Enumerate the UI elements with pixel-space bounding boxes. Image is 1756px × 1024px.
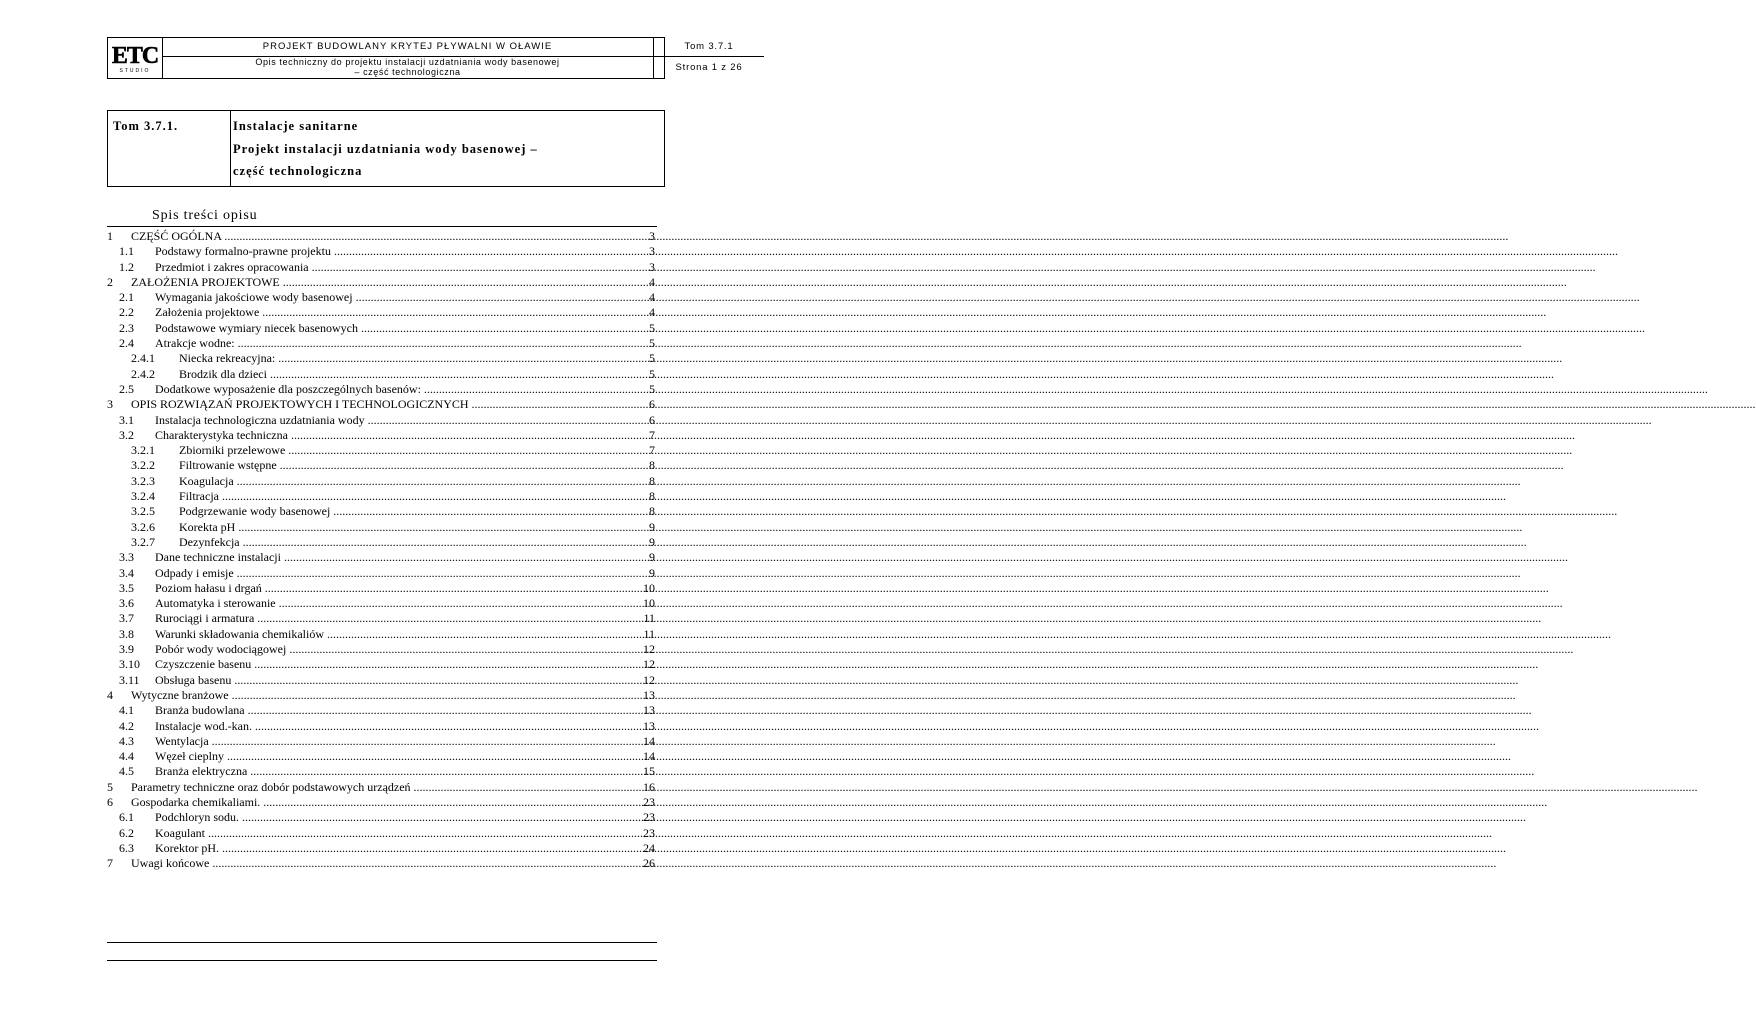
project-title: PROJEKT BUDOWLANY KRYTEJ PŁYWALNI W OŁAWIE xyxy=(162,38,653,57)
toc-entry-label: Warunki składowania chemikaliów ..... xyxy=(155,627,643,641)
toc-entry-label: Założenia projektowe ..... xyxy=(155,305,643,319)
volume-label-cell xyxy=(108,111,231,186)
toc-entry[interactable] xyxy=(107,382,657,397)
toc-entry-number: 2.2 xyxy=(119,305,134,320)
toc-entry-number: 7 xyxy=(107,856,113,871)
toc-entry-page: 12 xyxy=(643,642,655,657)
toc-entry-number: 3.2.4 xyxy=(131,489,155,504)
toc-entry-page: 3 xyxy=(649,244,655,259)
toc-entry[interactable] xyxy=(107,520,657,535)
toc-entry-number: 3.2.7 xyxy=(131,534,155,549)
document-header xyxy=(107,37,743,79)
toc-entry[interactable] xyxy=(107,535,657,550)
toc-entry-page: 9 xyxy=(649,534,655,549)
page-number: Strona 1 z 26 xyxy=(675,62,743,73)
toc-entry[interactable] xyxy=(107,321,657,336)
toc-entry-number: 3.9 xyxy=(119,642,134,657)
toc-entry-page: 8 xyxy=(649,458,655,473)
toc-entry[interactable] xyxy=(107,703,657,718)
toc-entry-number: 3.6 xyxy=(119,596,134,611)
toc-entry-label: Rurociągi i armatura ..... xyxy=(155,611,643,625)
toc-entry-page: 12 xyxy=(643,657,655,672)
toc-entry-label: Obsługa basenu ..... xyxy=(155,673,643,687)
toc-entry-page: 4 xyxy=(649,305,655,320)
toc-entry[interactable] xyxy=(107,428,657,443)
toc-entry-page: 13 xyxy=(643,718,655,733)
toc-entry-label: Wentylacja ..... xyxy=(155,734,643,748)
toc-entry-label: Koagulant ..... xyxy=(155,826,643,840)
toc-entry[interactable] xyxy=(107,367,657,382)
toc-entry-page: 3 xyxy=(649,229,655,243)
toc-entry-page: 6 xyxy=(649,412,655,427)
toc-entry-number: 2.4.2 xyxy=(131,366,155,381)
toc-entry-label: Automatyka i sterowanie ..... xyxy=(155,596,643,610)
toc-entry-page: 23 xyxy=(643,794,655,809)
toc-entry-number: 4.5 xyxy=(119,764,134,779)
toc-entry-number: 2.1 xyxy=(119,290,134,305)
toc-entry-number: 4 xyxy=(107,687,113,702)
toc-entry[interactable] xyxy=(107,627,657,642)
toc-entry[interactable] xyxy=(107,642,657,657)
toc-entry-number: 3.11 xyxy=(119,672,140,687)
toc-entry-label: Podstawy formalno-prawne projektu ..... xyxy=(155,244,643,258)
toc-entry-page: 8 xyxy=(649,489,655,504)
toc-entry[interactable] xyxy=(107,458,657,473)
toc-entry-page: 13 xyxy=(643,687,655,702)
toc-entry-label: Podgrzewanie wody basenowej ..... xyxy=(179,504,643,518)
toc-entry[interactable] xyxy=(107,275,657,290)
toc-entry-number: 4.1 xyxy=(119,703,134,718)
document-description-line2: – część technologiczna xyxy=(354,67,461,77)
toc-entry-number: 2.3 xyxy=(119,320,134,335)
toc-entry[interactable] xyxy=(107,657,657,672)
header-meta-cell xyxy=(654,38,764,78)
toc-entry-label: Uwagi końcowe ..... xyxy=(131,856,643,870)
toc-entry-label: Przedmiot i zakres opracowania ..... xyxy=(155,260,643,274)
toc-entry[interactable] xyxy=(107,229,657,244)
logo-subtitle: STUDIO xyxy=(119,68,151,74)
toc-entry[interactable] xyxy=(107,780,657,795)
toc-entry[interactable] xyxy=(107,795,657,810)
toc-entry-number: 6.3 xyxy=(119,840,134,855)
toc-entry-page: 6 xyxy=(649,397,655,412)
toc-entry-number: 3.2 xyxy=(119,427,134,442)
toc-entry-page: 26 xyxy=(643,856,655,871)
toc-entry-number: 3.2.2 xyxy=(131,458,155,473)
toc-entry-page: 14 xyxy=(643,749,655,764)
toc-entry-page: 5 xyxy=(649,381,655,396)
toc-entry-page: 11 xyxy=(643,611,655,626)
toc-entry-page: 10 xyxy=(643,580,655,595)
toc-entry-page: 16 xyxy=(643,779,655,794)
toc-entry[interactable] xyxy=(107,764,657,779)
toc-entry-page: 10 xyxy=(643,596,655,611)
toc-entry-label: Dodatkowe wyposażenie dla poszczególnych basenów: ..... xyxy=(155,382,643,396)
toc-entry-number: 3.2.3 xyxy=(131,473,155,488)
toc-entry-label: Gospodarka chemikaliami. ..... xyxy=(131,795,643,809)
toc-entry-page: 7 xyxy=(649,427,655,442)
toc-entry-page: 23 xyxy=(643,810,655,825)
toc-entry-label: Parametry techniczne oraz dobór podstawowych urządzeń ..... xyxy=(131,780,643,794)
toc-entry[interactable] xyxy=(107,596,657,611)
toc-entry[interactable] xyxy=(107,688,657,703)
toc-entry-page: 9 xyxy=(649,519,655,534)
toc-entry-label: Czyszczenie basenu ..... xyxy=(155,657,643,671)
toc-entry-number: 2.5 xyxy=(119,381,134,396)
toc-divider xyxy=(107,226,657,227)
toc-entry[interactable] xyxy=(107,673,657,688)
document-description xyxy=(162,57,653,78)
toc-entry-label: Charakterystyka techniczna ..... xyxy=(155,428,643,442)
toc-entry-page: 5 xyxy=(649,336,655,351)
volume-title-box xyxy=(107,110,665,187)
toc-entry-page: 4 xyxy=(649,274,655,289)
toc-entry[interactable] xyxy=(107,550,657,565)
toc-entry[interactable] xyxy=(107,581,657,596)
toc-entry[interactable] xyxy=(107,413,657,428)
toc-entry-page: 5 xyxy=(649,351,655,366)
volume-title-line2: Projekt instalacji uzdatniania wody basenowej – xyxy=(233,142,538,156)
toc-entry-number: 2.4.1 xyxy=(131,351,155,366)
svg-text:ETC: ETC xyxy=(111,43,159,69)
volume-title-line1: Instalacje sanitarne xyxy=(233,119,359,133)
toc-entry[interactable] xyxy=(107,336,657,351)
company-logo xyxy=(108,38,163,78)
toc-entry-label: Filtrowanie wstępne ..... xyxy=(179,458,643,472)
toc-heading: Spis treści opisu xyxy=(152,208,258,223)
toc-entry-number: 3.3 xyxy=(119,550,134,565)
toc-entry-label: Odpady i emisje ..... xyxy=(155,566,643,580)
toc-entry-page: 12 xyxy=(643,672,655,687)
toc-entry-label: Niecka rekreacyjna: ..... xyxy=(179,351,643,365)
document-description-line1: Opis techniczny do projektu instalacji uzdatniania wody basenowej xyxy=(255,57,560,67)
toc-entry-label: Atrakcje wodne: ..... xyxy=(155,336,643,350)
toc-entry-label: Brodzik dla dzieci ..... xyxy=(179,367,643,381)
toc-entry-number: 3.2.5 xyxy=(131,504,155,519)
toc-entry-label: Koagulacja ..... xyxy=(179,474,643,488)
toc-entry-number: 4.3 xyxy=(119,733,134,748)
toc-entry-page: 3 xyxy=(649,259,655,274)
etc-logo-icon xyxy=(111,41,159,69)
toc-entry-number: 3.2.1 xyxy=(131,443,155,458)
toc-entry-number: 6 xyxy=(107,794,113,809)
toc-entry[interactable] xyxy=(107,841,657,856)
toc-entry[interactable] xyxy=(107,397,657,412)
toc-entry-number: 3.8 xyxy=(119,626,134,641)
toc-entry-label: Dezynfekcja ..... xyxy=(179,535,643,549)
toc-entry-page: 23 xyxy=(643,825,655,840)
toc-entry-page: 11 xyxy=(643,626,655,641)
toc-entry-page: 9 xyxy=(649,550,655,565)
toc-entry-number: 1.2 xyxy=(119,259,134,274)
toc-entry[interactable] xyxy=(107,611,657,626)
toc-entry-number: 3.2.6 xyxy=(131,519,155,534)
footer-rule-top xyxy=(107,942,657,943)
toc-entry[interactable] xyxy=(107,734,657,749)
toc-entry-label: Instalacja technologiczna uzdatniania wody ..... xyxy=(155,413,643,427)
footer-rule-bottom xyxy=(107,960,657,961)
toc-entry-number: 1 xyxy=(107,229,113,243)
toc-entry-number: 6.1 xyxy=(119,810,134,825)
toc-entry-page: 8 xyxy=(649,473,655,488)
toc-entry-number: 2 xyxy=(107,274,113,289)
toc-entry-number: 2.4 xyxy=(119,336,134,351)
toc-entry[interactable] xyxy=(107,719,657,734)
toc-entry[interactable] xyxy=(107,826,657,841)
toc-entry[interactable] xyxy=(107,474,657,489)
toc-entry-label: Podchloryn sodu. ..... xyxy=(155,810,643,824)
toc-entry-label: Dane techniczne instalacji ..... xyxy=(155,550,643,564)
toc-entry[interactable] xyxy=(107,290,657,305)
toc-entry-number: 4.2 xyxy=(119,718,134,733)
toc-entry-label: Węzeł cieplny ..... xyxy=(155,749,643,763)
volume-label: Tom 3.7.1. xyxy=(113,119,179,133)
toc-entry-page: 13 xyxy=(643,703,655,718)
toc-entry-label: CZĘŚĆ OGÓLNA ..... xyxy=(131,229,643,243)
toc-entry-label: Filtracja ..... xyxy=(179,489,643,503)
toc-entry[interactable] xyxy=(107,244,657,259)
toc-entry-number: 3.10 xyxy=(119,657,140,672)
toc-entry-number: 3.5 xyxy=(119,580,134,595)
toc-entry[interactable] xyxy=(107,810,657,825)
toc-entry[interactable] xyxy=(107,260,657,275)
toc-entry-number: 3.4 xyxy=(119,565,134,580)
toc-entry-page: 14 xyxy=(643,733,655,748)
toc-entry[interactable] xyxy=(107,504,657,519)
toc-entry-label: ZAŁOŻENIA PROJEKTOWE ..... xyxy=(131,275,643,289)
toc-entry-label: Wytyczne branżowe ..... xyxy=(131,688,643,702)
toc-entry-label: Branża budowlana ..... xyxy=(155,703,643,717)
toc-entry-label: Korekta pH ..... xyxy=(179,520,643,534)
toc-entry-label: Podstawowe wymiary niecek basenowych ..... xyxy=(155,321,643,335)
toc-entry-number: 4.4 xyxy=(119,749,134,764)
toc-entry[interactable] xyxy=(107,749,657,764)
toc-entry-page: 5 xyxy=(649,366,655,381)
tom-number: Tom 3.7.1 xyxy=(654,38,764,57)
toc-entry-page: 24 xyxy=(643,840,655,855)
header-project-cell xyxy=(162,38,654,78)
toc-entry-page: 9 xyxy=(649,565,655,580)
toc-entry-page: 7 xyxy=(649,443,655,458)
toc-entry[interactable] xyxy=(107,351,657,366)
toc-entry-page: 15 xyxy=(643,764,655,779)
toc-entry-number: 5 xyxy=(107,779,113,794)
toc-entry-page: 5 xyxy=(649,320,655,335)
toc-entry-label: Wymagania jakościowe wody basenowej ..... xyxy=(155,290,643,304)
toc-entry-number: 6.2 xyxy=(119,825,134,840)
toc-entry-page: 4 xyxy=(649,290,655,305)
toc-entry-label: Korektor pH. ..... xyxy=(155,841,643,855)
toc-entry-label: Poziom hałasu i drgań ..... xyxy=(155,581,643,595)
table-of-contents xyxy=(107,229,657,871)
toc-entry[interactable] xyxy=(107,443,657,458)
toc-entry-number: 3.7 xyxy=(119,611,134,626)
toc-entry-number: 3 xyxy=(107,397,113,412)
toc-entry-number: 1.1 xyxy=(119,244,134,259)
toc-entry[interactable] xyxy=(107,566,657,581)
toc-entry[interactable] xyxy=(107,489,657,504)
toc-entry-page: 8 xyxy=(649,504,655,519)
toc-entry[interactable] xyxy=(107,856,657,871)
toc-entry-label: Pobór wody wodociągowej ..... xyxy=(155,642,643,656)
toc-entry[interactable] xyxy=(107,305,657,320)
toc-entry-label: Branża elektryczna ..... xyxy=(155,764,643,778)
toc-entry-label: Instalacje wod.-kan. ..... xyxy=(155,719,643,733)
toc-entry-number: 3.1 xyxy=(119,412,134,427)
toc-entry-label: Zbiorniki przelewowe ..... xyxy=(179,443,643,457)
volume-title-line3: część technologiczna xyxy=(233,164,363,178)
toc-entry-label: OPIS ROZWIĄZAŃ PROJEKTOWYCH I TECHNOLOGICZNYCH ..... xyxy=(131,397,643,411)
